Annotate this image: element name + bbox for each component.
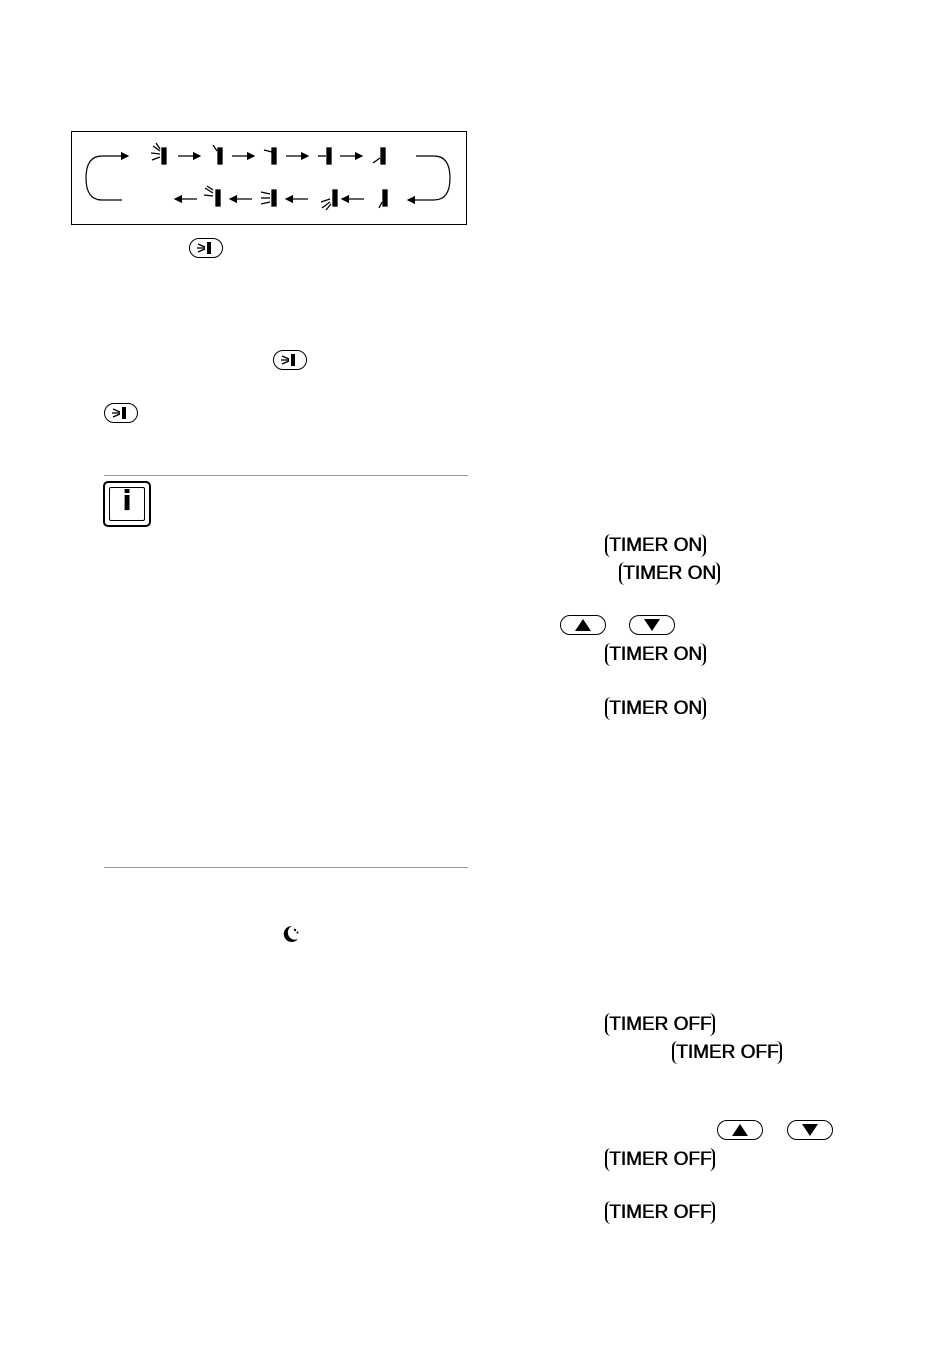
swing-louver-icon [281, 353, 301, 367]
up-triangle-icon [574, 618, 592, 632]
louver-position-icon [264, 148, 276, 164]
timer-off-button[interactable]: TIMER OFF [605, 1201, 715, 1224]
timer-on-button[interactable]: TIMER ON [619, 562, 720, 585]
timer-on-button[interactable]: TIMER ON [605, 534, 706, 557]
timer-on-button[interactable]: TIMER ON [605, 643, 706, 666]
cycle-arrow-icon [408, 156, 450, 200]
louver-position-icon [321, 190, 337, 210]
louver-position-icon [379, 190, 387, 208]
down-triangle-icon [801, 1123, 819, 1137]
note-bottom-rule [104, 867, 468, 868]
up-button[interactable] [560, 615, 606, 635]
swing-louver-icon [112, 406, 132, 420]
louver-position-icon [213, 145, 222, 164]
down-button[interactable] [629, 615, 675, 635]
down-button[interactable] [787, 1120, 833, 1140]
louver-position-icon [318, 148, 331, 164]
louver-position-icon [261, 190, 276, 206]
louver-position-icon [151, 143, 166, 164]
swing-button[interactable] [273, 350, 307, 370]
louver-position-icon [204, 186, 220, 206]
moon-sleep-icon [281, 924, 301, 944]
timer-off-button[interactable]: TIMER OFF [672, 1041, 782, 1064]
swing-button[interactable] [189, 238, 223, 258]
up-button[interactable] [717, 1120, 763, 1140]
timer-off-button[interactable]: TIMER OFF [605, 1013, 715, 1036]
cycle-arrow-icon [86, 156, 128, 200]
note-top-rule [104, 475, 468, 476]
timer-on-button[interactable]: TIMER ON [605, 697, 706, 720]
down-triangle-icon [643, 618, 661, 632]
up-triangle-icon [731, 1123, 749, 1137]
louver-cycle-graphic [72, 132, 468, 226]
swing-button[interactable] [104, 403, 138, 423]
timer-off-button[interactable]: TIMER OFF [605, 1148, 715, 1171]
louver-position-icon [373, 148, 385, 164]
info-icon [103, 481, 151, 527]
info-glyph: i [122, 484, 132, 517]
swing-louver-icon [197, 241, 217, 255]
swing-cycle-diagram [71, 131, 467, 225]
